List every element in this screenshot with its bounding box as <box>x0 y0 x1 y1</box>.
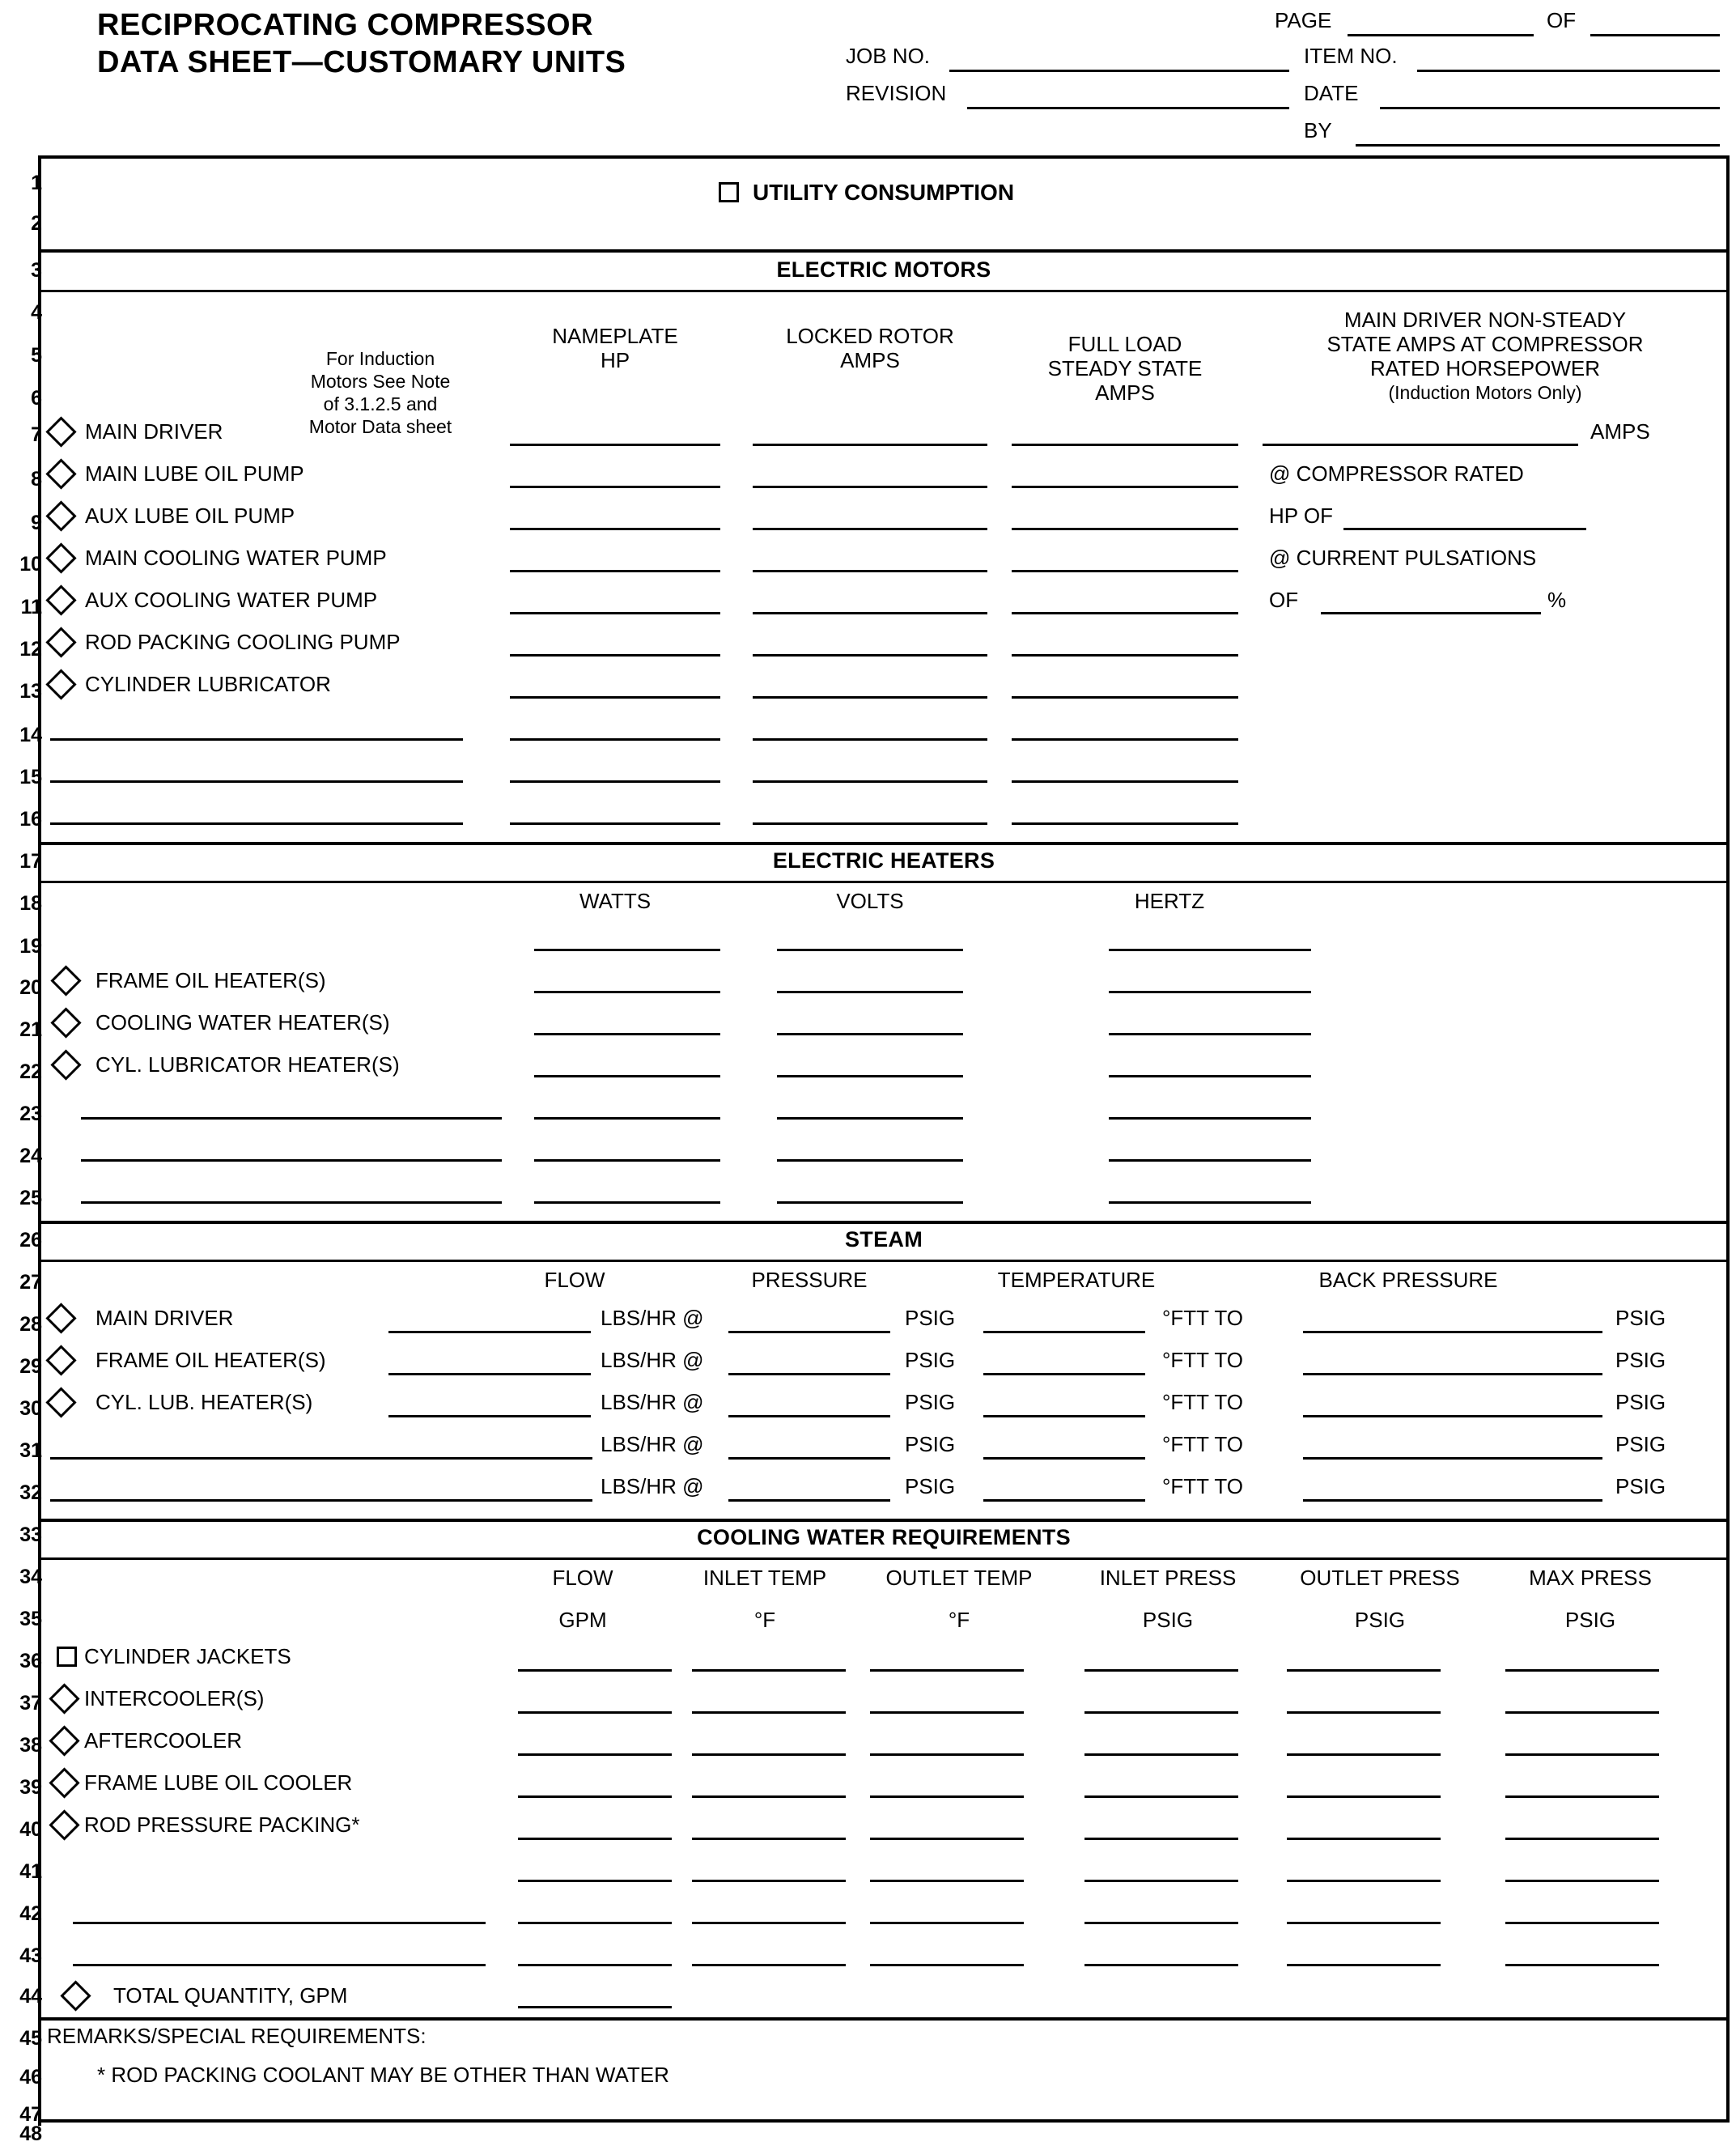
input-frame-lube-oil-cooler-outlet-temp[interactable] <box>870 1795 1024 1798</box>
label-page: PAGE <box>1275 8 1332 32</box>
row-number: 30 <box>19 1397 42 1420</box>
input-steam-cyl-lub-heater-backpress[interactable] <box>1303 1415 1602 1417</box>
input-main-lube-oil-pump-fla[interactable] <box>1012 486 1238 488</box>
row-number: 47 <box>19 2103 42 2126</box>
row-number: 44 <box>19 1985 42 2008</box>
unit-cw-flow: GPM <box>558 1608 607 1632</box>
frame-left-edge <box>38 155 41 2126</box>
row-number: 33 <box>19 1523 42 1546</box>
row-label-main-driver: MAIN DRIVER <box>85 419 223 444</box>
input-steam-blank-row1-backpress[interactable] <box>1303 1457 1602 1460</box>
input-motor-blank-row3-lra[interactable] <box>753 822 987 825</box>
col-nameplate-hp-line1: NAMEPLATE <box>552 324 678 348</box>
input-steam-blank-row2-label[interactable] <box>50 1499 592 1502</box>
row-number: 10 <box>19 553 42 576</box>
col-cw-max-press: MAX PRESS <box>1529 1566 1652 1590</box>
col-cw-flow: FLOW <box>552 1566 613 1590</box>
input-intercooler-inlet-temp[interactable] <box>692 1711 846 1714</box>
input-heater-row19-hertz[interactable] <box>1109 949 1311 951</box>
header-row-by <box>846 117 1728 154</box>
input-aux-cooling-water-pump-lra[interactable] <box>753 612 987 614</box>
input-main-cooling-water-pump-hp[interactable] <box>510 570 720 572</box>
unit-cw-outlet-temp: °F <box>948 1608 970 1632</box>
row-number: 25 <box>19 1187 42 1209</box>
row-label-steam-cyl-lub-heater: CYL. LUB. HEATER(S) <box>96 1390 313 1414</box>
steam-title: STEAM <box>845 1227 923 1251</box>
input-heater-row19-volts[interactable] <box>777 949 963 951</box>
input-aftercooler-inlet-temp[interactable] <box>692 1753 846 1756</box>
unit-ftt-to-1: °FTT TO <box>1162 1306 1243 1330</box>
input-cw-blank-row3-inlet-temp[interactable] <box>692 1964 846 1966</box>
unit-psig-5: PSIG <box>905 1474 956 1498</box>
row-number: 24 <box>19 1145 42 1167</box>
input-motor-blank-row1-fla[interactable] <box>1012 738 1238 741</box>
input-rod-pressure-packing-inlet-temp[interactable] <box>692 1838 846 1840</box>
row-number: 37 <box>19 1692 42 1715</box>
input-steam-blank-row2-temp[interactable] <box>983 1499 1145 1502</box>
input-motor-blank-row3-hp[interactable] <box>510 822 720 825</box>
input-cylinder-lubricator-hp[interactable] <box>510 696 720 699</box>
note-percent: % <box>1547 588 1567 612</box>
input-cw-blank-row3-label[interactable] <box>73 1964 486 1966</box>
unit-lbs-hr-5: LBS/HR @ <box>601 1474 704 1498</box>
row-number: 15 <box>19 766 42 788</box>
input-cyl-lubricator-heater-volts[interactable] <box>777 1075 963 1077</box>
input-rod-packing-cooling-pump-hp[interactable] <box>510 654 720 657</box>
motor-note-line3: of 3.1.2.5 and <box>323 393 438 414</box>
field-date-value[interactable] <box>1380 107 1720 109</box>
input-steam-main-driver-backpress[interactable] <box>1303 1331 1602 1333</box>
divider-heaters-bottom <box>38 1221 1730 1224</box>
unit-ftt-to-4: °FTT TO <box>1162 1432 1243 1456</box>
input-frame-lube-oil-cooler-inlet-temp[interactable] <box>692 1795 846 1798</box>
note-hp-of: HP OF <box>1269 504 1333 528</box>
input-intercooler-inlet-press[interactable] <box>1084 1711 1238 1714</box>
input-main-driver-hp[interactable] <box>510 444 720 446</box>
input-rod-packing-cooling-pump-fla[interactable] <box>1012 654 1238 657</box>
row-label-rod-pressure-packing: ROD PRESSURE PACKING* <box>84 1812 360 1837</box>
input-cw-blank-row1-outlet-temp[interactable] <box>870 1880 1024 1882</box>
input-motor-blank-row2-label[interactable] <box>50 780 463 783</box>
header-row-revision <box>846 79 1728 117</box>
input-cylinder-jackets-flow[interactable] <box>518 1669 672 1672</box>
input-rod-pressure-packing-flow[interactable] <box>518 1838 672 1840</box>
header-row-page <box>846 5 1728 42</box>
row-number: 36 <box>19 1650 42 1672</box>
row-number: 1 <box>31 172 42 194</box>
input-aftercooler-flow[interactable] <box>518 1753 672 1756</box>
input-steam-frame-oil-heater-backpress[interactable] <box>1303 1373 1602 1375</box>
label-amps: AMPS <box>1590 419 1650 444</box>
row-label-aux-lube-oil-pump: AUX LUBE OIL PUMP <box>85 504 295 528</box>
input-aux-cooling-water-pump-fla[interactable] <box>1012 612 1238 614</box>
row-number: 28 <box>19 1313 42 1336</box>
input-steam-cyl-lub-heater-flow[interactable] <box>388 1415 591 1417</box>
input-cw-blank-row2-outlet-press[interactable] <box>1287 1922 1441 1924</box>
input-main-lube-oil-pump-lra[interactable] <box>753 486 987 488</box>
input-aftercooler-inlet-press[interactable] <box>1084 1753 1238 1756</box>
input-motor-blank-row2-fla[interactable] <box>1012 780 1238 783</box>
field-revision-value[interactable] <box>967 107 1289 109</box>
divider-heaters-title-bottom <box>38 881 1730 883</box>
divider-utility-bottom <box>38 249 1730 253</box>
input-aux-lube-oil-pump-hp[interactable] <box>510 528 720 530</box>
utility-consumption-checkbox[interactable] <box>719 182 739 202</box>
row-number: 46 <box>19 2066 42 2089</box>
input-main-driver-fla[interactable] <box>1012 444 1238 446</box>
input-heater-blank-row3-label[interactable] <box>81 1201 502 1204</box>
input-frame-lube-oil-cooler-max-press[interactable] <box>1505 1795 1659 1798</box>
input-steam-frame-oil-heater-flow[interactable] <box>388 1373 591 1375</box>
note-current-pulsations: @ CURRENT PULSATIONS <box>1269 546 1537 570</box>
row-label-intercooler: INTERCOOLER(S) <box>84 1686 265 1710</box>
input-frame-oil-heater-hertz[interactable] <box>1109 991 1311 993</box>
row-label-steam-main-driver: MAIN DRIVER <box>96 1306 234 1330</box>
row-number: 39 <box>19 1776 42 1799</box>
col-hertz: HERTZ <box>1134 889 1205 913</box>
row-label-rod-packing-cooling-pump: ROD PACKING COOLING PUMP <box>85 630 401 654</box>
field-job-no-value[interactable] <box>949 70 1289 72</box>
utility-consumption-title: UTILITY CONSUMPTION <box>753 180 1015 205</box>
row-number: 4 <box>31 301 42 324</box>
row-number: 11 <box>20 596 42 618</box>
input-cw-blank-row1-inlet-temp[interactable] <box>692 1880 846 1882</box>
input-frame-lube-oil-cooler-inlet-press[interactable] <box>1084 1795 1238 1798</box>
col-steam-temperature: TEMPERATURE <box>997 1268 1156 1292</box>
divider-steam-bottom <box>38 1519 1730 1522</box>
input-heater-blank-row1-hertz[interactable] <box>1109 1117 1311 1120</box>
row-label-cooling-water-heater: COOLING WATER HEATER(S) <box>96 1010 390 1035</box>
input-motor-blank-row3-fla[interactable] <box>1012 822 1238 825</box>
row-number: 26 <box>19 1229 42 1251</box>
row-label-aux-cooling-water-pump: AUX COOLING WATER PUMP <box>85 588 378 612</box>
input-cyl-lubricator-heater-watts[interactable] <box>534 1075 720 1077</box>
row-number: 12 <box>19 638 42 661</box>
input-pulsation-percent[interactable] <box>1321 612 1541 614</box>
electric-heaters-title: ELECTRIC HEATERS <box>772 848 995 873</box>
input-steam-blank-row2-backpress[interactable] <box>1303 1499 1602 1502</box>
input-heater-blank-row1-watts[interactable] <box>534 1117 720 1120</box>
col-locked-rotor-line1: LOCKED ROTOR <box>786 324 954 348</box>
input-motor-blank-row2-lra[interactable] <box>753 780 987 783</box>
input-cw-blank-row2-flow[interactable] <box>518 1922 672 1924</box>
unit-cw-max-press: PSIG <box>1564 1608 1616 1632</box>
row-number: 32 <box>19 1481 42 1504</box>
unit-cw-outlet-press: PSIG <box>1354 1608 1406 1632</box>
unit-lbs-hr-2: LBS/HR @ <box>601 1348 704 1372</box>
motor-note-line1: For Induction <box>325 348 435 369</box>
col-steam-back-pressure: BACK PRESSURE <box>1318 1268 1498 1292</box>
input-aftercooler-max-press[interactable] <box>1505 1753 1659 1756</box>
input-cooling-water-heater-volts[interactable] <box>777 1033 963 1035</box>
input-cyl-lubricator-heater-hertz[interactable] <box>1109 1075 1311 1077</box>
unit-psig-1: PSIG <box>905 1306 956 1330</box>
label-by: BY <box>1304 118 1332 142</box>
input-frame-lube-oil-cooler-outlet-press[interactable] <box>1287 1795 1441 1798</box>
input-hp-of[interactable] <box>1343 528 1586 530</box>
header-fields <box>846 5 1728 154</box>
input-rod-pressure-packing-inlet-press[interactable] <box>1084 1838 1238 1840</box>
col-non-steady-line4: (Induction Motors Only) <box>1388 382 1582 403</box>
col-non-steady-line3: RATED HORSEPOWER <box>1369 356 1601 380</box>
input-cw-blank-row2-max-press[interactable] <box>1505 1922 1659 1924</box>
row-label-frame-lube-oil-cooler: FRAME LUBE OIL COOLER <box>84 1770 353 1795</box>
row-number: 20 <box>19 976 42 999</box>
divider-cooling-bottom <box>38 2017 1730 2021</box>
input-aftercooler-outlet-temp[interactable] <box>870 1753 1024 1756</box>
unit-ftt-to-5: °FTT TO <box>1162 1474 1243 1498</box>
input-aftercooler-outlet-press[interactable] <box>1287 1753 1441 1756</box>
input-cw-blank-row3-outlet-press[interactable] <box>1287 1964 1441 1966</box>
label-date: DATE <box>1304 81 1359 105</box>
cooling-water-title: COOLING WATER REQUIREMENTS <box>697 1525 1071 1549</box>
input-steam-blank-row1-temp[interactable] <box>983 1457 1145 1460</box>
unit-cw-inlet-temp: °F <box>753 1608 776 1632</box>
input-motor-blank-row1-hp[interactable] <box>510 738 720 741</box>
input-heater-row19-watts[interactable] <box>534 949 720 951</box>
input-heater-blank-row2-watts[interactable] <box>534 1159 720 1162</box>
input-cylinder-lubricator-lra[interactable] <box>753 696 987 699</box>
label-job-no: JOB NO. <box>846 44 931 68</box>
row-number: 17 <box>19 850 42 873</box>
input-heater-blank-row3-watts[interactable] <box>534 1201 720 1204</box>
input-steam-main-driver-pressure[interactable] <box>728 1331 890 1333</box>
field-by-value[interactable] <box>1356 144 1720 147</box>
row-label-cylinder-lubricator: CYLINDER LUBRICATOR <box>85 672 331 696</box>
col-non-steady-line1: MAIN DRIVER NON-STEADY <box>1343 308 1627 332</box>
label-revision: REVISION <box>846 81 947 105</box>
input-cw-blank-row2-inlet-temp[interactable] <box>692 1922 846 1924</box>
input-steam-blank-row2-pressure[interactable] <box>728 1499 890 1502</box>
input-heater-blank-row1-label[interactable] <box>81 1117 502 1120</box>
input-intercooler-outlet-temp[interactable] <box>870 1711 1024 1714</box>
row-number: 35 <box>19 1608 42 1630</box>
input-cw-blank-row1-flow[interactable] <box>518 1880 672 1882</box>
input-main-driver-nonsteady[interactable] <box>1263 444 1578 446</box>
col-nameplate-hp-line2: HP <box>600 348 630 372</box>
input-motor-blank-row3-label[interactable] <box>50 822 463 825</box>
input-motor-blank-row1-label[interactable] <box>50 738 463 741</box>
input-frame-oil-heater-watts[interactable] <box>534 991 720 993</box>
input-aux-cooling-water-pump-hp[interactable] <box>510 612 720 614</box>
input-main-cooling-water-pump-fla[interactable] <box>1012 570 1238 572</box>
input-cw-blank-row3-outlet-temp[interactable] <box>870 1964 1024 1966</box>
row-number: 42 <box>19 1902 42 1925</box>
row-number: 8 <box>31 468 42 491</box>
input-cooling-water-heater-watts[interactable] <box>534 1033 720 1035</box>
row-label-total-quantity: TOTAL QUANTITY, GPM <box>113 1983 348 2008</box>
input-steam-frame-oil-heater-pressure[interactable] <box>728 1373 890 1375</box>
row-number: 22 <box>19 1060 42 1083</box>
divider-motors-title-bottom <box>38 290 1730 292</box>
input-cylinder-jackets-inlet-press[interactable] <box>1084 1669 1238 1672</box>
remarks-title: REMARKS/SPECIAL REQUIREMENTS: <box>47 2024 427 2048</box>
input-cw-blank-row1-outlet-press[interactable] <box>1287 1880 1441 1882</box>
input-cw-blank-row2-inlet-press[interactable] <box>1084 1922 1238 1924</box>
header-row-job <box>846 42 1728 79</box>
input-total-quantity-gpm[interactable] <box>518 2006 672 2008</box>
row-number: 5 <box>31 344 42 367</box>
unit-psig-back-4: PSIG <box>1615 1432 1666 1456</box>
field-page-value[interactable] <box>1348 34 1534 36</box>
unit-psig-back-2: PSIG <box>1615 1348 1666 1372</box>
col-cw-outlet-press: OUTLET PRESS <box>1300 1566 1460 1590</box>
divider-cooling-title-bottom <box>38 1557 1730 1560</box>
col-cw-inlet-temp: INLET TEMP <box>702 1566 827 1590</box>
label-item-no: ITEM NO. <box>1304 44 1398 68</box>
row-number: 38 <box>19 1734 42 1757</box>
input-aux-lube-oil-pump-fla[interactable] <box>1012 528 1238 530</box>
input-cw-blank-row3-max-press[interactable] <box>1505 1964 1659 1966</box>
input-cw-blank-row3-inlet-press[interactable] <box>1084 1964 1238 1966</box>
cylinder-jackets-checkbox[interactable] <box>57 1647 77 1667</box>
input-main-lube-oil-pump-hp[interactable] <box>510 486 720 488</box>
label-of: OF <box>1547 8 1577 32</box>
input-steam-blank-row1-pressure[interactable] <box>728 1457 890 1460</box>
unit-psig-4: PSIG <box>905 1432 956 1456</box>
motor-note-line4: Motor Data sheet <box>308 416 452 437</box>
col-locked-rotor-line2: AMPS <box>840 348 900 372</box>
row-number: 40 <box>19 1818 42 1841</box>
input-cw-blank-row2-label[interactable] <box>73 1922 486 1924</box>
unit-psig-back-3: PSIG <box>1615 1390 1666 1414</box>
col-cw-inlet-press: INLET PRESS <box>1099 1566 1237 1590</box>
unit-psig-back-1: PSIG <box>1615 1306 1666 1330</box>
input-rod-pressure-packing-max-press[interactable] <box>1505 1838 1659 1840</box>
col-steam-flow: FLOW <box>544 1268 605 1292</box>
field-item-no-value[interactable] <box>1417 70 1720 72</box>
row-number: 41 <box>19 1860 42 1883</box>
input-cw-blank-row1-inlet-press[interactable] <box>1084 1880 1238 1882</box>
unit-psig-3: PSIG <box>905 1390 956 1414</box>
input-rod-pressure-packing-outlet-temp[interactable] <box>870 1838 1024 1840</box>
row-number: 48 <box>19 2123 42 2145</box>
input-intercooler-outlet-press[interactable] <box>1287 1711 1441 1714</box>
row-number: 23 <box>19 1103 42 1125</box>
divider-steam-title-bottom <box>38 1260 1730 1262</box>
row-number: 21 <box>19 1018 42 1041</box>
note-compressor-rated: @ COMPRESSOR RATED <box>1269 461 1524 486</box>
unit-lbs-hr-4: LBS/HR @ <box>601 1432 704 1456</box>
row-number: 45 <box>19 2027 42 2050</box>
row-label-cylinder-jackets: CYLINDER JACKETS <box>84 1644 291 1668</box>
input-cylinder-jackets-max-press[interactable] <box>1505 1669 1659 1672</box>
input-motor-blank-row1-lra[interactable] <box>753 738 987 741</box>
unit-cw-inlet-press: PSIG <box>1142 1608 1194 1632</box>
input-intercooler-flow[interactable] <box>518 1711 672 1714</box>
input-aux-lube-oil-pump-lra[interactable] <box>753 528 987 530</box>
motor-note-line2: Motors See Note <box>310 371 451 392</box>
input-main-driver-lra[interactable] <box>753 444 987 446</box>
input-cw-blank-row3-flow[interactable] <box>518 1964 672 1966</box>
input-frame-oil-heater-volts[interactable] <box>777 991 963 993</box>
input-cylinder-jackets-outlet-press[interactable] <box>1287 1669 1441 1672</box>
input-heater-blank-row2-volts[interactable] <box>777 1159 963 1162</box>
input-rod-packing-cooling-pump-lra[interactable] <box>753 654 987 657</box>
input-heater-blank-row2-hertz[interactable] <box>1109 1159 1311 1162</box>
col-full-load-line1: FULL LOAD <box>1067 332 1182 356</box>
field-of-value[interactable] <box>1590 34 1720 36</box>
divider-motors-bottom <box>38 842 1730 845</box>
row-number: 29 <box>19 1355 42 1378</box>
row-number: 43 <box>19 1944 42 1967</box>
input-steam-frame-oil-heater-temp[interactable] <box>983 1373 1145 1375</box>
input-steam-main-driver-flow[interactable] <box>388 1331 591 1333</box>
row-label-steam-frame-oil-heater: FRAME OIL HEATER(S) <box>96 1348 326 1372</box>
input-cooling-water-heater-hertz[interactable] <box>1109 1033 1311 1035</box>
input-heater-blank-row3-volts[interactable] <box>777 1201 963 1204</box>
row-number: 13 <box>19 680 42 703</box>
note-of: OF <box>1269 588 1299 612</box>
input-steam-blank-row1-label[interactable] <box>50 1457 592 1460</box>
input-heater-blank-row1-volts[interactable] <box>777 1117 963 1120</box>
input-main-cooling-water-pump-lra[interactable] <box>753 570 987 572</box>
row-label-frame-oil-heater: FRAME OIL HEATER(S) <box>96 968 326 992</box>
input-heater-blank-row2-label[interactable] <box>81 1159 502 1162</box>
input-frame-lube-oil-cooler-flow[interactable] <box>518 1795 672 1798</box>
page-title-line2: DATA SHEET—CUSTOMARY UNITS <box>97 45 626 80</box>
unit-lbs-hr-1: LBS/HR @ <box>601 1306 704 1330</box>
input-motor-blank-row2-hp[interactable] <box>510 780 720 783</box>
row-number: 2 <box>31 212 42 235</box>
col-steam-pressure: PRESSURE <box>751 1268 868 1292</box>
input-cw-blank-row2-outlet-temp[interactable] <box>870 1922 1024 1924</box>
input-steam-cyl-lub-heater-pressure[interactable] <box>728 1415 890 1417</box>
input-cylinder-jackets-inlet-temp[interactable] <box>692 1669 846 1672</box>
unit-lbs-hr-3: LBS/HR @ <box>601 1390 704 1414</box>
input-cw-blank-row1-max-press[interactable] <box>1505 1880 1659 1882</box>
page-title <box>97 6 626 82</box>
col-cw-outlet-temp: OUTLET TEMP <box>885 1566 1033 1590</box>
unit-psig-2: PSIG <box>905 1348 956 1372</box>
unit-psig-back-5: PSIG <box>1615 1474 1666 1498</box>
row-number: 9 <box>31 512 42 534</box>
input-intercooler-max-press[interactable] <box>1505 1711 1659 1714</box>
row-number: 3 <box>31 259 42 282</box>
col-watts: WATTS <box>579 889 652 913</box>
row-number: 19 <box>19 935 42 958</box>
row-number: 16 <box>19 808 42 831</box>
row-label-cyl-lubricator-heater: CYL. LUBRICATOR HEATER(S) <box>96 1052 400 1077</box>
input-steam-cyl-lub-heater-temp[interactable] <box>983 1415 1145 1417</box>
row-number: 6 <box>31 387 42 410</box>
input-heater-blank-row3-hertz[interactable] <box>1109 1201 1311 1204</box>
row-number: 31 <box>19 1439 42 1462</box>
row-label-main-cooling-water-pump: MAIN COOLING WATER PUMP <box>85 546 387 570</box>
input-steam-main-driver-temp[interactable] <box>983 1331 1145 1333</box>
input-rod-pressure-packing-outlet-press[interactable] <box>1287 1838 1441 1840</box>
row-number: 27 <box>19 1271 42 1294</box>
input-cylinder-jackets-outlet-temp[interactable] <box>870 1669 1024 1672</box>
remarks-note: * ROD PACKING COOLANT MAY BE OTHER THAN WATER <box>97 2063 669 2087</box>
input-cylinder-lubricator-fla[interactable] <box>1012 696 1238 699</box>
col-non-steady-line2: STATE AMPS AT COMPRESSOR <box>1326 332 1644 356</box>
row-number: 14 <box>19 724 42 746</box>
col-full-load-line3: AMPS <box>1095 380 1155 405</box>
col-full-load-line2: STEADY STATE <box>1047 356 1203 380</box>
col-volts: VOLTS <box>836 889 904 913</box>
row-label-main-lube-oil-pump: MAIN LUBE OIL PUMP <box>85 461 304 486</box>
unit-ftt-to-3: °FTT TO <box>1162 1390 1243 1414</box>
electric-motors-title: ELECTRIC MOTORS <box>776 257 991 282</box>
row-number: 7 <box>31 423 42 446</box>
row-number: 34 <box>19 1566 42 1588</box>
row-label-aftercooler: AFTERCOOLER <box>84 1728 243 1753</box>
row-number: 18 <box>19 892 42 915</box>
unit-ftt-to-2: °FTT TO <box>1162 1348 1243 1372</box>
page-title-line1: RECIPROCATING COMPRESSOR <box>97 8 594 42</box>
